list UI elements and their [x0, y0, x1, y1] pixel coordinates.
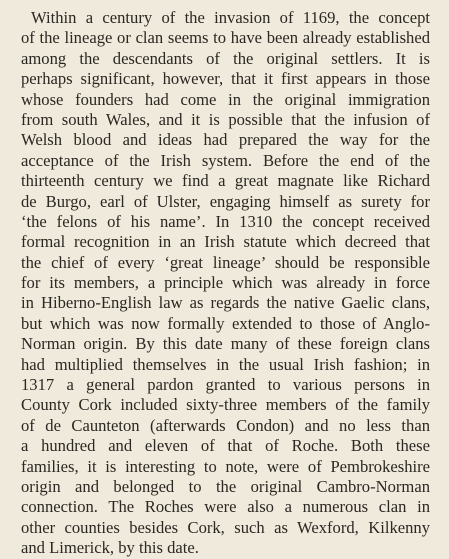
text-line: Within a century of the invasion of 1169, the concept — [31, 8, 430, 27]
text-line: ‘the felons of his name’. In 1310 the concept received — [21, 211, 430, 231]
text-line: thirteenth century we find a great magnate like Richard — [21, 171, 430, 191]
text-line: of the lineage or clan seems to have been already established — [21, 28, 430, 48]
text-line: in Hiberno-English law as regards the native Gaelic clans, — [21, 293, 430, 313]
text-line: for its members, a principle which was already in force — [21, 273, 430, 293]
text-line: acceptance of the Irish system. Before the end of the — [21, 150, 430, 170]
text-line: 1317 a general pardon granted to various persons in — [21, 375, 430, 395]
text-line: perhaps significant, however, that it first appears in those — [21, 69, 430, 89]
text-line: connection. The Roches were also a numerous clan in — [21, 497, 430, 517]
text-line: and Limerick, by this date. — [21, 538, 199, 558]
text-line: of de Caunteton (afterwards Condon) and no less than — [21, 415, 430, 435]
text-line: Welsh blood and ideas had prepared the way for the — [21, 130, 430, 150]
text-line: formal recognition in an Irish statute which decreed that — [21, 232, 430, 252]
text-line: among the descendants of the original settlers. It is — [21, 48, 430, 68]
text-line: origin and belonged to the original Cambro-Norman — [21, 476, 430, 496]
text-line: County Cork included sixty-three members of the family — [21, 395, 430, 415]
text-line: families, it is interesting to note, were of Pembrokeshire — [21, 456, 430, 476]
text-line: other counties besides Cork, such as Wexford, Kilkenny — [21, 517, 430, 537]
text-line: from south Wales, and it is possible that the infusion of — [21, 109, 430, 129]
text-line: but which was now formally extended to those of Anglo- — [21, 313, 430, 333]
body-paragraph — [21, 8, 430, 559]
text-line: de Burgo, earl of Ulster, engaging himself as surety for — [21, 191, 430, 211]
text-line: whose founders had come in the original immigration — [21, 89, 430, 109]
text-line: a hundred and eleven of that of Roche. Both these — [21, 436, 430, 456]
text-line: the chief of every ‘great lineage’ should be responsible — [21, 252, 430, 272]
text-line: had multiplied themselves in the usual Irish fashion; in — [21, 354, 430, 374]
text-line: Norman origin. By this date many of these foreign clans — [21, 334, 430, 354]
